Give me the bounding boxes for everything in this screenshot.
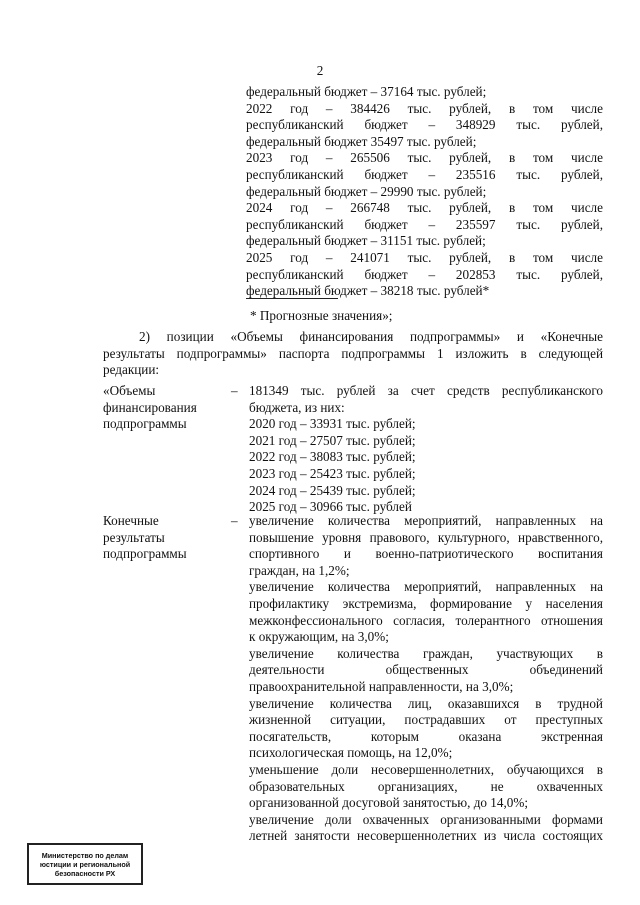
- label-line: подпрограммы: [103, 416, 187, 432]
- text-line: республиканский бюджет – 202853 тыс. рублей,: [246, 266, 603, 282]
- stamp-line: безопасности РХ: [54, 868, 116, 878]
- text-line: 2020 год – 33931 тыс. рублей;: [249, 416, 416, 432]
- text-line: 181349 тыс. рублей за счет средств республиканского: [249, 383, 603, 398]
- text-line: спортивного и военно-патриотического воспитания: [249, 546, 603, 562]
- text-line: уменьшение доли несовершеннолетних, обучающихся в: [249, 761, 603, 777]
- text-line: образовательных организациях, не охваченных: [249, 778, 603, 794]
- text-line: летней занятости несовершеннолетних из числа состоящих: [249, 828, 603, 844]
- text-line: правоохранительной направленности, на 3,0%;: [249, 678, 514, 694]
- text-line: организованной досуговой занятостью, до 14,0%;: [249, 795, 529, 811]
- text-line: увеличение доли охваченных организованными формами: [249, 811, 603, 827]
- text-line: республиканский бюджет – 235516 тыс. рублей,: [246, 166, 603, 182]
- text-line: федеральный бюджет – 37164 тыс. рублей;: [246, 84, 487, 99]
- text-line: федеральный бюджет – 29990 тыс. рублей;: [246, 183, 487, 199]
- page-number: 2: [316, 63, 324, 78]
- footnote-divider: [246, 298, 338, 299]
- text-line: посягательств, которым оказана экстренная: [249, 728, 603, 744]
- row-content: [249, 383, 603, 516]
- text-line: граждан, на 1,2%;: [249, 562, 350, 578]
- row-label: [103, 383, 228, 433]
- text-line: 2025 год – 30966 тыс. рублей: [249, 499, 412, 515]
- text-line: 2024 год – 25439 тыс. рублей;: [249, 482, 416, 498]
- text-line: 2) позиции «Объемы финансирования подпрограммы» и «Конечные: [139, 329, 603, 344]
- label-line: «Объемы: [103, 383, 156, 398]
- funding-lines: [246, 84, 603, 300]
- stamp-line: Министерство по делам: [41, 850, 129, 860]
- text-line: увеличение количества мероприятий, направленных на: [249, 513, 603, 528]
- text-line: жизненной ситуации, пострадавших от преступных: [249, 712, 603, 728]
- footnote: * Прогнозные значения»;: [250, 308, 393, 323]
- text-line: федеральный бюджет – 31151 тыс. рублей;: [246, 233, 486, 249]
- text-line: федеральный бюджет 35497 тыс. рублей;: [246, 133, 477, 149]
- stamp-line: юстиции и региональной: [39, 859, 131, 869]
- text-line: 2023 год – 25423 тыс. рублей;: [249, 465, 416, 481]
- row-content: [249, 513, 603, 845]
- text-line: 2022 год – 384426 тыс. рублей, в том числе: [246, 100, 603, 116]
- text-line: 2022 год – 38083 тыс. рублей;: [249, 449, 416, 465]
- text-line: к окружающим, на 3,0%;: [249, 629, 389, 645]
- label-line: подпрограммы: [103, 546, 187, 562]
- text-line: 2021 год – 27507 тыс. рублей;: [249, 432, 416, 448]
- text-line: профилактику экстремизма, формирование у населения: [249, 595, 603, 611]
- label-line: Конечные: [103, 513, 159, 528]
- text-line: межконфессионального согласия, толерантного отношения: [249, 612, 603, 628]
- text-line: деятельности общественных объединений: [249, 662, 603, 678]
- amendment-paragraph: [103, 329, 603, 379]
- text-line: результаты подпрограммы» паспорта подпрограммы 1 изложить в следующей: [103, 345, 603, 361]
- text-line: увеличение количества мероприятий, направленных на: [249, 579, 603, 595]
- row-dash: –: [231, 383, 238, 398]
- text-line: увеличение количества граждан, участвующих в: [249, 645, 603, 661]
- text-line: увеличение количества лиц, оказавшихся в трудной: [249, 695, 603, 711]
- text-line: 2023 год – 265506 тыс. рублей, в том числе: [246, 150, 603, 166]
- text-line: редакции:: [103, 362, 160, 378]
- label-line: финансирования: [103, 399, 197, 415]
- text-line: 2024 год – 266748 тыс. рублей, в том числе: [246, 200, 603, 216]
- text-line: бюджета, из них:: [249, 399, 345, 415]
- label-line: результаты: [103, 529, 165, 545]
- text-line: федеральный бюджет – 38218 тыс. рублей*: [246, 283, 490, 299]
- text-line: республиканский бюджет – 235597 тыс. рублей,: [246, 216, 603, 232]
- text-line: республиканский бюджет – 348929 тыс. рублей,: [246, 117, 603, 133]
- row-label: [103, 513, 228, 563]
- ministry-stamp: [27, 843, 143, 885]
- row-dash: –: [231, 513, 238, 528]
- text-line: повышение уровня правового, культурного, нравственного,: [249, 529, 603, 545]
- text-line: 2025 год – 241071 тыс. рублей, в том числе: [246, 249, 603, 265]
- text-line: психологическая помощь, на 12,0%;: [249, 745, 453, 761]
